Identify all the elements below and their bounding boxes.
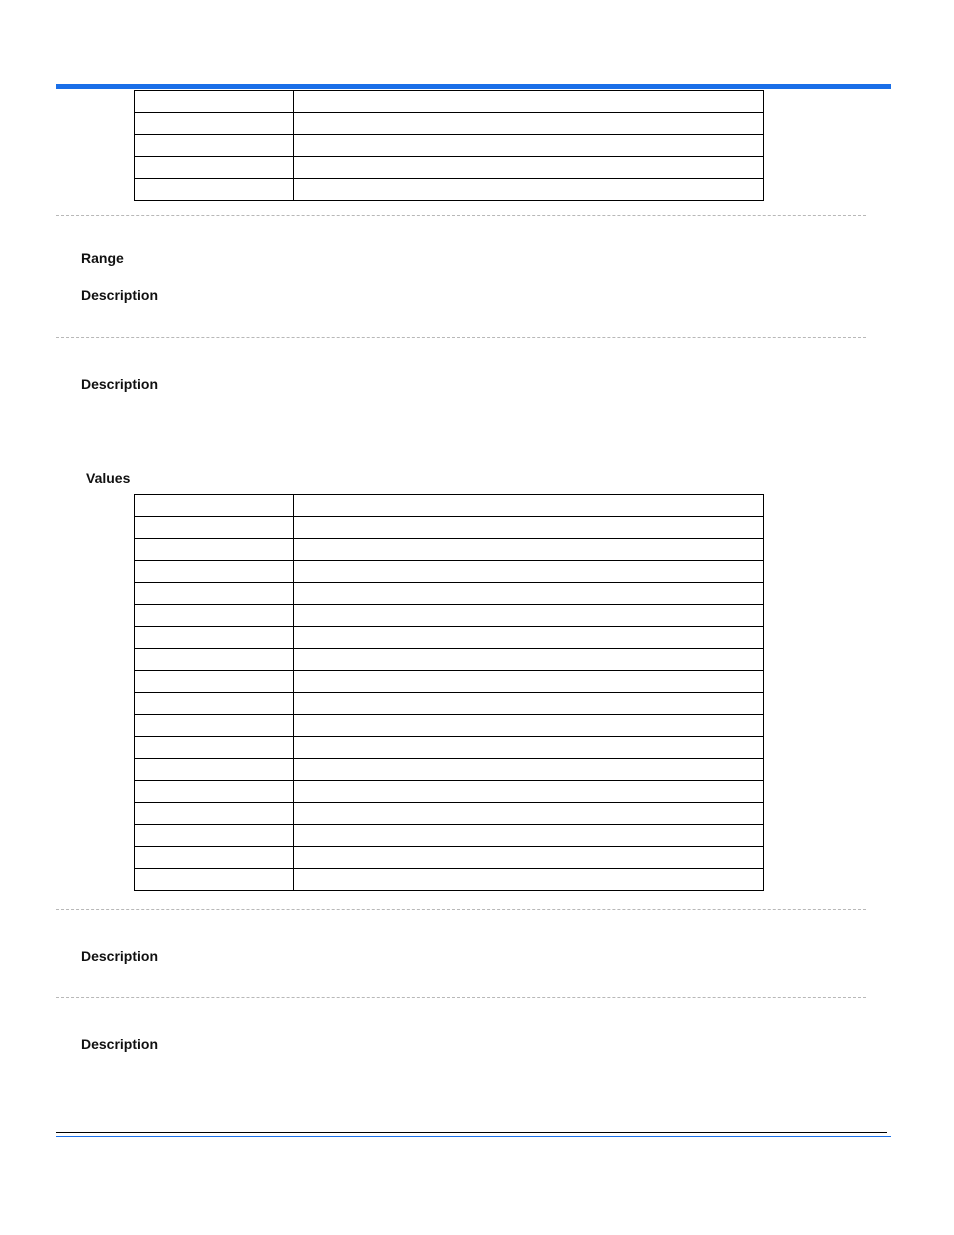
table-cell — [135, 781, 294, 803]
table-row — [135, 561, 764, 583]
table-cell — [294, 583, 764, 605]
description-label: Description — [81, 1036, 159, 1052]
table-cell — [135, 561, 294, 583]
table-cell — [135, 759, 294, 781]
table-cell — [294, 179, 764, 201]
table-cell — [294, 91, 764, 113]
table-cell — [135, 715, 294, 737]
table-cell — [135, 113, 294, 135]
table-cell — [135, 671, 294, 693]
values-table-body — [135, 495, 764, 891]
table-cell — [294, 157, 764, 179]
table-cell — [294, 759, 764, 781]
table-cell — [294, 561, 764, 583]
table-row — [135, 583, 764, 605]
table-row — [135, 803, 764, 825]
table-cell — [135, 539, 294, 561]
table-row — [135, 671, 764, 693]
table-cell — [135, 517, 294, 539]
table-cell — [294, 781, 764, 803]
table-cell — [135, 693, 294, 715]
table-cell — [294, 869, 764, 891]
table-cell — [294, 803, 764, 825]
table-cell — [294, 539, 764, 561]
table-row — [135, 715, 764, 737]
table-row — [135, 737, 764, 759]
section-divider — [56, 337, 866, 338]
table-cell — [135, 135, 294, 157]
top-table — [134, 90, 764, 201]
table-cell — [294, 135, 764, 157]
table-cell — [294, 847, 764, 869]
table-row — [135, 495, 764, 517]
table-cell — [294, 495, 764, 517]
table-row — [135, 627, 764, 649]
description-label: Description — [81, 287, 159, 303]
table-row — [135, 179, 764, 201]
table-cell — [294, 649, 764, 671]
table-cell — [135, 605, 294, 627]
section-divider — [56, 997, 866, 998]
table-cell — [294, 605, 764, 627]
table-cell — [294, 693, 764, 715]
table-row — [135, 847, 764, 869]
table-cell — [135, 803, 294, 825]
table-cell — [135, 825, 294, 847]
table-cell — [294, 517, 764, 539]
table-cell — [135, 179, 294, 201]
table-cell — [135, 847, 294, 869]
table-row — [135, 135, 764, 157]
table-row — [135, 157, 764, 179]
values-table — [134, 494, 764, 891]
footer-accent-rule — [56, 1136, 891, 1137]
table-row — [135, 517, 764, 539]
table-cell — [294, 671, 764, 693]
table-row — [135, 693, 764, 715]
range-label: Range — [81, 250, 124, 266]
section-divider — [56, 215, 866, 216]
table-cell — [135, 649, 294, 671]
table-row — [135, 649, 764, 671]
table-row — [135, 781, 764, 803]
table-cell — [294, 715, 764, 737]
description-label: Description — [81, 948, 159, 964]
table-row — [135, 825, 764, 847]
table-row — [135, 539, 764, 561]
top-table-body — [135, 91, 764, 201]
header-accent-bar — [56, 84, 891, 89]
table-row — [135, 759, 764, 781]
description-label: Description — [81, 376, 159, 392]
table-cell — [135, 583, 294, 605]
table-row — [135, 91, 764, 113]
table-cell — [135, 91, 294, 113]
footer-rule — [56, 1132, 887, 1133]
table-cell — [135, 869, 294, 891]
table-row — [135, 605, 764, 627]
table-cell — [294, 113, 764, 135]
table-row — [135, 869, 764, 891]
table-row — [135, 113, 764, 135]
table-cell — [294, 627, 764, 649]
table-cell — [294, 737, 764, 759]
section-divider — [56, 909, 866, 910]
table-cell — [135, 737, 294, 759]
table-cell — [135, 627, 294, 649]
values-label: Values — [86, 470, 131, 486]
table-cell — [294, 825, 764, 847]
table-cell — [135, 157, 294, 179]
table-cell — [135, 495, 294, 517]
